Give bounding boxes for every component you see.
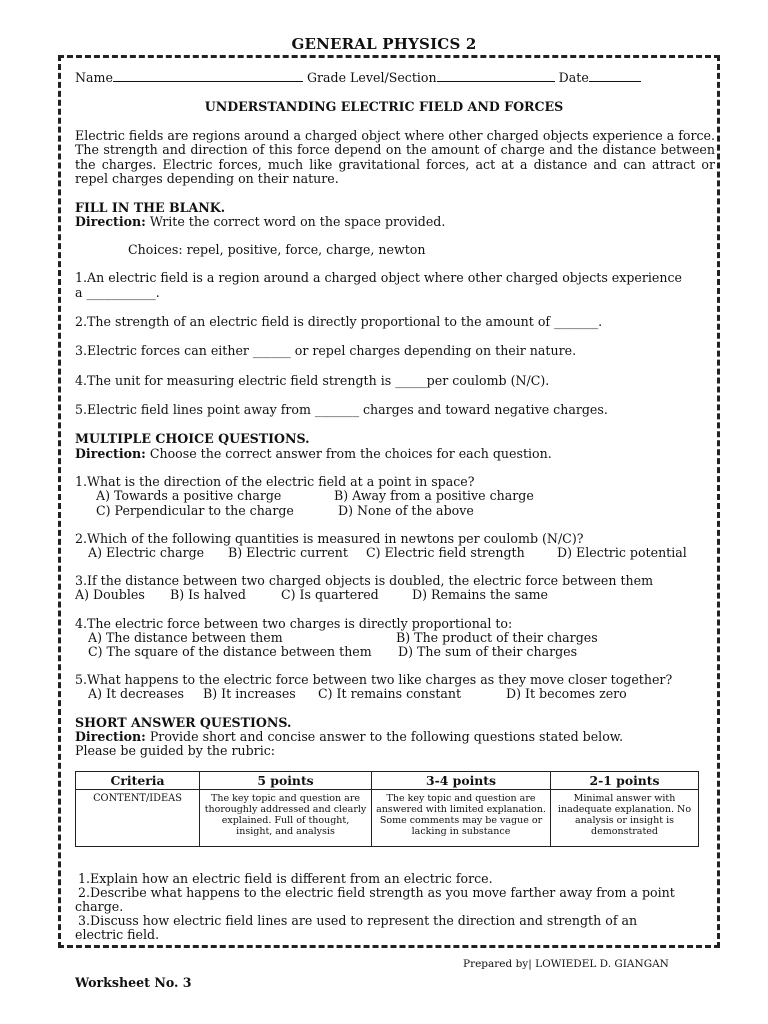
sa-q2-line2: charge.	[75, 899, 124, 914]
date-label: Date	[558, 70, 589, 85]
fill-q3: 3.Electric forces can either ______ or repel charges depending on their nature.	[75, 343, 577, 358]
mc-q4: 4.The electric force between two charges is directly proportional to:	[75, 616, 513, 631]
sa-direction	[75, 730, 623, 744]
mc-q3-c: C) Is quartered	[281, 587, 379, 602]
fill-q1-line2: a ___________.	[75, 285, 160, 300]
sa-q2-line1: 2.Describe what happens to the electric field strength as you move farther away from a point	[78, 885, 675, 900]
direction-label: Direction:	[75, 446, 146, 461]
mc-q2-a: A) Electric charge	[88, 545, 205, 560]
name-blank[interactable]	[113, 70, 303, 82]
rubric-header-criteria: Criteria	[76, 772, 200, 790]
rubric-header-34: 3-4 points	[372, 772, 551, 790]
section-subtitle: UNDERSTANDING ELECTRIC FIELD AND FORCES	[204, 99, 564, 114]
name-label: Name	[75, 70, 113, 85]
mc-q3-a: A) Doubles	[75, 587, 145, 602]
mc-q1-c: C) Perpendicular to the charge	[96, 503, 294, 518]
direction-label: Direction:	[75, 729, 146, 744]
mc-q2: 2.Which of the following quantities is measured in newtons per coulomb (N/C)?	[75, 531, 584, 546]
page-title: GENERAL PHYSICS 2	[291, 35, 477, 53]
prepared-by: Prepared by| LOWIEDEL D. GIANGAN	[463, 958, 669, 970]
direction-label: Direction:	[75, 214, 146, 229]
mc-q4-a: A) The distance between them	[88, 630, 283, 645]
worksheet-number: Worksheet No. 3	[75, 975, 192, 990]
mc-q1: 1.What is the direction of the electric field at a point in space?	[75, 474, 475, 489]
rubric-row	[76, 790, 699, 847]
rubric-header-21: 2-1 points	[551, 772, 699, 790]
intro-paragraph: Electric fields are regions around a charged object where other charged objects experience a force. The strength and direction of this force depend on the amount of charge and the distance between the charges. Electric forces, much like gravitational forces, act at a distance and can attract or repel charges depending on their nature.	[75, 128, 715, 186]
mc-q5-b: B) It increases	[203, 686, 296, 701]
mc-q3-b: B) Is halved	[170, 587, 246, 602]
mc-q4-b: B) The product of their charges	[396, 630, 598, 645]
date-blank[interactable]	[589, 70, 641, 82]
fill-choices: Choices: repel, positive, force, charge, newton	[128, 242, 426, 257]
sa-q3-line1: 3.Discuss how electric field lines are used to represent the direction and strength of an	[78, 913, 638, 928]
mc-q4-c: C) The square of the distance between them	[88, 644, 372, 659]
mc-q1-b: B) Away from a positive charge	[334, 488, 534, 503]
mc-heading: MULTIPLE CHOICE QUESTIONS.	[75, 431, 310, 446]
mc-q5-c: C) It remains constant	[318, 686, 462, 701]
mc-q2-b: B) Electric current	[228, 545, 348, 560]
mc-q1-a: A) Towards a positive charge	[96, 488, 282, 503]
rubric-header-row	[76, 772, 699, 790]
name-field	[75, 70, 641, 85]
rubric-table	[75, 771, 699, 847]
direction-text: Write the correct word on the space provided.	[145, 214, 446, 229]
direction-text: Provide short and concise answer to the following questions stated below.	[145, 729, 624, 744]
rubric-cell-34: The key topic and question are answered with limited explanation. Some comments may be vague or lacking in substance	[372, 790, 551, 847]
mc-q2-c: C) Electric field strength	[366, 545, 525, 560]
grade-blank[interactable]	[437, 70, 555, 82]
mc-q5-a: A) It decreases	[88, 686, 184, 701]
rubric-criteria: CONTENT/IDEAS	[76, 790, 200, 847]
sa-q1: 1.Explain how an electric field is different from an electric force.	[78, 871, 493, 886]
mc-q2-d: D) Electric potential	[557, 545, 687, 560]
mc-q3: 3.If the distance between two charged objects is doubled, the electric force between them	[75, 573, 654, 588]
fill-q1-line1: 1.An electric field is a region around a charged object where other charged objects experience	[75, 270, 682, 285]
sa-guide: Please be guided by the rubric:	[75, 743, 276, 758]
mc-q1-d: D) None of the above	[338, 503, 474, 518]
mc-q4-d: D) The sum of their charges	[398, 644, 578, 659]
direction-text: Choose the correct answer from the choices for each question.	[145, 446, 552, 461]
rubric-cell-21: Minimal answer with inadequate explanation. No analysis or insight is demonstrated	[551, 790, 699, 847]
sa-q3-line2: electric field.	[75, 927, 160, 942]
mc-q3-d: D) Remains the same	[412, 587, 548, 602]
rubric-header-5: 5 points	[200, 772, 372, 790]
fill-q5: 5.Electric field lines point away from _______ charges and toward negative charges.	[75, 402, 608, 417]
fill-q2: 2.The strength of an electric field is directly proportional to the amount of _______.	[75, 314, 603, 329]
mc-q5-d: D) It becomes zero	[506, 686, 627, 701]
rubric-cell-5: The key topic and question are thoroughly addressed and clearly explained. Full of thought, insight, and analysis	[200, 790, 372, 847]
fill-heading: FILL IN THE BLANK.	[75, 200, 226, 215]
fill-q4: 4.The unit for measuring electric field strength is _____per coulomb (N/C).	[75, 373, 550, 388]
sa-heading: SHORT ANSWER QUESTIONS.	[75, 715, 292, 730]
fill-direction	[75, 215, 445, 229]
grade-label: Grade Level/Section	[306, 70, 437, 85]
mc-q5: 5.What happens to the electric force between two like charges as they move closer together?	[75, 672, 673, 687]
mc-direction	[75, 447, 552, 461]
